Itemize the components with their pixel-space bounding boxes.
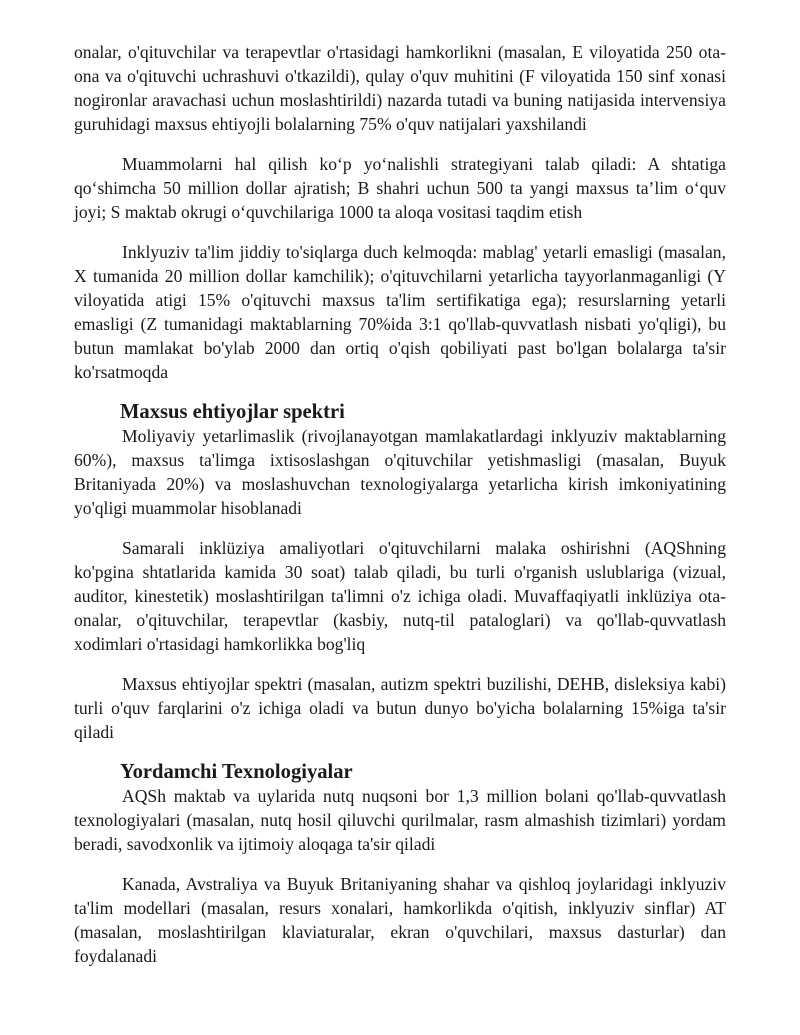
paragraph-inclusion-practices: Samarali inklüziya amaliyotlari o'qituvchilarni malaka oshirishni (AQShning ko'pgina shtatlarida kamida 30 soat) talab qiladi, bu turli o'rganish uslublariga (vizual, auditor, kinestetik) moslashtirilgan ta'limni o'z ichiga oladi. Muvaffaqiyatli inklüziya ota-onalar, o'qituvchilar, terapevtlar (kasbiy, nutq-til pataloglari) va qo'llab-quvvatlash xodimlari o'rtasidagi hamkorlikka bog'liq [74,538,726,654]
paragraph-barriers: Inklyuziv ta'lim jiddiy to'siqlarga duch kelmoqda: mablag' yetarli emasligi (masalan, X tumanida 20 million dollar kamchilik); o'qituvchilarni yetarlicha tayyorlanmaganligi (Y viloyatida atigi 15% o'qituvchi maxsus ta'lim sertifikatiga ega); resurslarning yetarli emasligi (Z tumanidagi maktablarning 70%ida 3:1 qo'llab-quvvatlash nisbati yo'qligi), bu butun mamlakat bo'ylab 2000 dan ortiq o'qish qobiliyati past bo'lgan bolalarga ta'sir ko'rsatmoqda [74,242,726,382]
paragraph-spectrum: Maxsus ehtiyojlar spektri (masalan, autizm spektri buzilishi, DEHB, disleksiya kabi) turli o'quv farqlarini o'z ichiga oladi va butun dunyo bo'yicha bolalarning 15%iga ta'sir qiladi [74,674,726,742]
section-heading-special-needs: Maxsus ehtiyojlar spektri [120,401,345,423]
paragraph-strategy: Muammolarni hal qilish ko‘p yo‘nalishli strategiyani talab qiladi: A shtatiga qo‘shimcha 50 million dollar ajratish; B shahri uchun 500 ta yangi maxsus ta’lim o‘quv joyi; S maktab okrugi o‘quvchilariga 1000 ta aloqa vositasi taqdim etish [74,154,726,222]
paragraph-at-support: AQSh maktab va uylarida nutq nuqsoni bor 1,3 million bolani qo'llab-quvvatlash texnologiyalari (masalan, nutq hosil qiluvchi qurilmalar, rasm almashish tizimlari) yordam beradi, savodxonlik va ijtimoiy aloqaga ta'sir qiladi [74,786,726,854]
paragraph-challenges: Moliyaviy yetarlimaslik (rivojlanayotgan mamlakatlardagi inklyuziv maktablarning 60%), maxsus ta'limga ixtisoslashgan o'qituvchilar yetishmasligi (masalan, Buyuk Britaniyada 20%) va moslashuvchan texnologiyalarga yetarlicha kirish imkoniyatining yo'qligi muammolar hisoblanadi [74,426,726,518]
document-page [74,40,726,968]
paragraph-continuation: onalar, o'qituvchilar va terapevtlar o'rtasidagi hamkorlikni (masalan, E viloyatida 250 ota-ona va o'qituvchi uchrashuvi o'tkazildi), qulay o'quv muhitini (F viloyatida 150 sinf xonasi nogironlar aravachasi uchun moslashtirildi) nazarda tutadi va buning natijasida intervensiya guruhidagi maxsus ehtiyojli bolalarning 75% o'quv natijalari yaxshilandi [74,42,726,134]
section-heading-assistive-tech: Yordamchi Texnologiyalar [120,761,353,783]
paragraph-inclusive-models: Kanada, Avstraliya va Buyuk Britaniyaning shahar va qishloq joylaridagi inklyuziv ta'lim modellari (masalan, resurs xonalari, hamkorlikda o'qitish, inklyuziv sinflar) AT (masalan, moslashtirilgan klaviaturalar, ekran o'quvchilari, maxsus dasturlar) dan foydalanadi [74,874,726,966]
